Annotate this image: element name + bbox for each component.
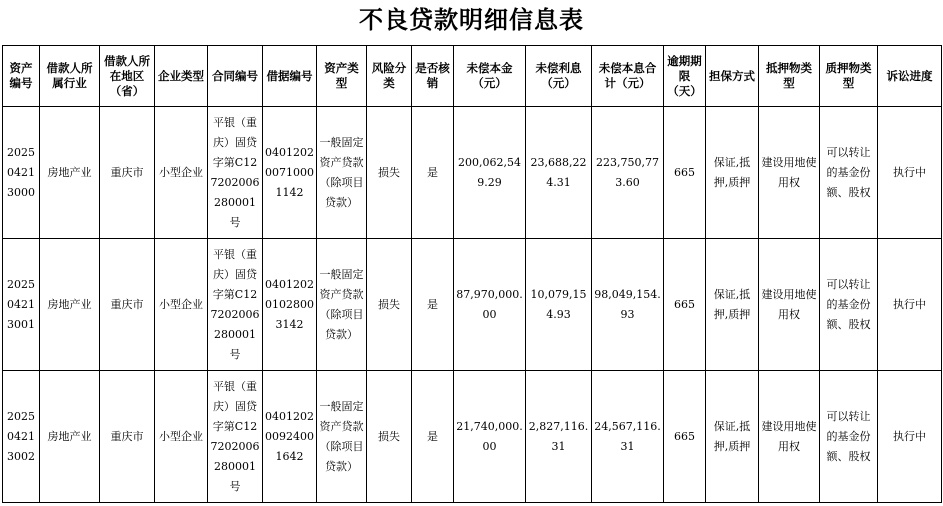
cell-litigation: 执行中 (878, 239, 942, 371)
header-principal: 未偿本金（元） (454, 46, 526, 107)
cell-receipt-no: 040120200924001642 (263, 371, 317, 503)
loan-detail-table (2, 45, 942, 503)
header-interest: 未偿利息（元） (526, 46, 592, 107)
header-mortgage: 抵押物类型 (759, 46, 820, 107)
cell-interest: 10,079,154.93 (526, 239, 592, 371)
cell-principal: 200,062,549.29 (454, 107, 526, 239)
cell-principal: 87,970,000.00 (454, 239, 526, 371)
cell-pledge: 可以转让的基金份额、股权 (820, 239, 878, 371)
header-total: 未偿本息合计（元） (592, 46, 664, 107)
cell-mortgage: 建设用地使用权 (759, 371, 820, 503)
cell-overdue-days: 665 (664, 239, 706, 371)
cell-written-off: 是 (412, 371, 454, 503)
cell-guarantee: 保证,抵押,质押 (706, 371, 759, 503)
cell-mortgage: 建设用地使用权 (759, 107, 820, 239)
cell-region: 重庆市 (100, 239, 155, 371)
cell-written-off: 是 (412, 107, 454, 239)
cell-overdue-days: 665 (664, 107, 706, 239)
cell-contract-no: 平银（重庆）固贷字第C127202006280001号 (208, 239, 263, 371)
cell-receipt-no: 040120200710001142 (263, 107, 317, 239)
header-asset-no: 资产编号 (3, 46, 40, 107)
cell-litigation: 执行中 (878, 107, 942, 239)
cell-asset-type: 一般固定资产贷款（除项目贷款） (317, 107, 367, 239)
cell-industry: 房地产业 (40, 371, 100, 503)
cell-contract-no: 平银（重庆）固贷字第C127202006280001号 (208, 107, 263, 239)
cell-industry: 房地产业 (40, 107, 100, 239)
cell-asset-no: 202504213000 (3, 107, 40, 239)
cell-pledge: 可以转让的基金份额、股权 (820, 371, 878, 503)
cell-asset-type: 一般固定资产贷款（除项目贷款） (317, 239, 367, 371)
cell-region: 重庆市 (100, 371, 155, 503)
header-guarantee: 担保方式 (706, 46, 759, 107)
header-litigation: 诉讼进度 (878, 46, 942, 107)
cell-company-type: 小型企业 (155, 371, 208, 503)
header-contract-no: 合同编号 (208, 46, 263, 107)
header-overdue-days: 逾期期限（天） (664, 46, 706, 107)
header-risk-class: 风险分类 (367, 46, 412, 107)
table-row (3, 107, 942, 239)
cell-written-off: 是 (412, 239, 454, 371)
cell-risk-class: 损失 (367, 107, 412, 239)
header-written-off: 是否核销 (412, 46, 454, 107)
header-region: 借款人所在地区（省） (100, 46, 155, 107)
cell-risk-class: 损失 (367, 239, 412, 371)
cell-total: 24,567,116.31 (592, 371, 664, 503)
header-pledge: 质押物类型 (820, 46, 878, 107)
table-row (3, 239, 942, 371)
cell-contract-no: 平银（重庆）固贷字第C127202006280001号 (208, 371, 263, 503)
cell-total: 98,049,154.93 (592, 239, 664, 371)
cell-guarantee: 保证,抵押,质押 (706, 107, 759, 239)
table-header-row (3, 46, 942, 107)
cell-company-type: 小型企业 (155, 239, 208, 371)
cell-principal: 21,740,000.00 (454, 371, 526, 503)
cell-interest: 23,688,224.31 (526, 107, 592, 239)
cell-asset-no: 202504213002 (3, 371, 40, 503)
cell-industry: 房地产业 (40, 239, 100, 371)
table-row (3, 371, 942, 503)
cell-region: 重庆市 (100, 107, 155, 239)
cell-company-type: 小型企业 (155, 107, 208, 239)
cell-total: 223,750,773.60 (592, 107, 664, 239)
cell-receipt-no: 040120201028003142 (263, 239, 317, 371)
cell-mortgage: 建设用地使用权 (759, 239, 820, 371)
cell-guarantee: 保证,抵押,质押 (706, 239, 759, 371)
header-company-type: 企业类型 (155, 46, 208, 107)
cell-interest: 2,827,116.31 (526, 371, 592, 503)
cell-pledge: 可以转让的基金份额、股权 (820, 107, 878, 239)
cell-risk-class: 损失 (367, 371, 412, 503)
header-asset-type: 资产类型 (317, 46, 367, 107)
cell-asset-type: 一般固定资产贷款（除项目贷款） (317, 371, 367, 503)
cell-asset-no: 202504213001 (3, 239, 40, 371)
cell-overdue-days: 665 (664, 371, 706, 503)
cell-litigation: 执行中 (878, 371, 942, 503)
header-receipt-no: 借据编号 (263, 46, 317, 107)
header-industry: 借款人所属行业 (40, 46, 100, 107)
page-title: 不良贷款明细信息表 (359, 5, 584, 34)
